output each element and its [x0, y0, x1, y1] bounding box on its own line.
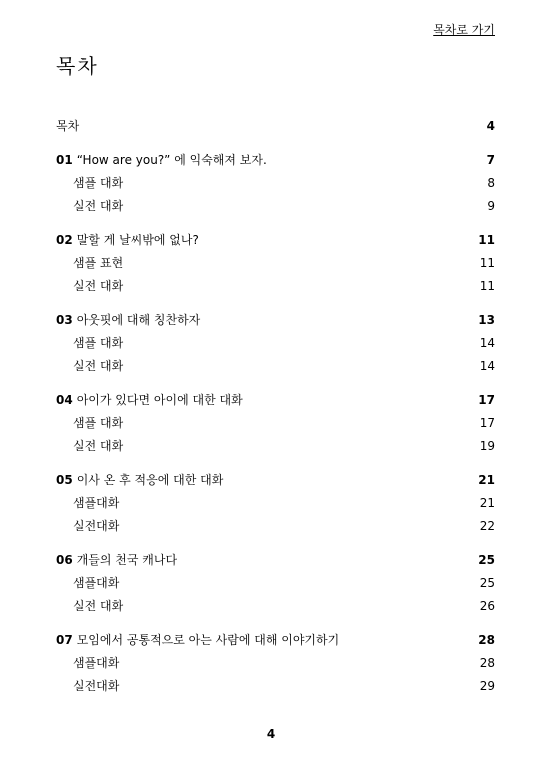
subentry-label: 샘플 표현: [73, 256, 124, 270]
chapter-number: 05: [56, 473, 73, 487]
subentry-page: 8: [487, 176, 495, 190]
table-of-contents: [56, 117, 495, 700]
chapter-page: 21: [478, 473, 495, 487]
subentry-label: 실전대화: [73, 679, 120, 693]
chapter-page: 17: [478, 393, 495, 407]
toc-subentry[interactable]: [56, 654, 495, 677]
subentry-label: 실전대화: [73, 519, 120, 533]
toc-spacer: [56, 220, 495, 231]
toc-chapter-05[interactable]: [56, 471, 495, 494]
chapter-label: [56, 311, 200, 329]
toc-spacer: [56, 540, 495, 551]
chapter-title: 개들의 천국 캐나다: [76, 553, 178, 567]
subentry-page: 22: [479, 519, 495, 533]
chapter-number: 07: [56, 633, 73, 647]
chapter-number: 02: [56, 233, 73, 247]
toc-chapter-04[interactable]: [56, 391, 495, 414]
toc-spacer: [56, 380, 495, 391]
subentry-page: 9: [487, 199, 495, 213]
toc-subentry[interactable]: [56, 414, 495, 437]
toc-chapter-07[interactable]: [56, 631, 495, 654]
subentry-page: 21: [479, 496, 495, 510]
toc-spacer: [56, 300, 495, 311]
subentry-label: 샘플대화: [73, 496, 120, 510]
subentry-label: 샘플 대화: [73, 336, 124, 350]
chapter-page: 28: [478, 633, 495, 647]
chapter-label: [56, 631, 339, 649]
chapter-number: 03: [56, 313, 73, 327]
chapter-page: 13: [478, 313, 495, 327]
subentry-label: 실전 대화: [73, 599, 124, 613]
toc-subentry[interactable]: [56, 437, 495, 460]
chapter-number: 06: [56, 553, 73, 567]
chapter-number: 04: [56, 393, 73, 407]
chapter-page: 7: [486, 153, 495, 167]
chapter-label: [56, 151, 267, 169]
subentry-label: 실전 대화: [73, 439, 124, 453]
subentry-page: 14: [479, 359, 495, 373]
toc-subentry[interactable]: [56, 254, 495, 277]
toc-subentry[interactable]: [56, 174, 495, 197]
subentry-page: 25: [479, 576, 495, 590]
chapter-page: 25: [478, 553, 495, 567]
chapter-number: 01: [56, 153, 73, 167]
chapter-title: 아이가 있다면 아이에 대한 대화: [76, 393, 243, 407]
toc-entry-page: 4: [486, 119, 495, 133]
chapter-title: “How are you?” 에 익숙해져 보자.: [76, 153, 267, 167]
toc-subentry[interactable]: [56, 334, 495, 357]
page-number: 4: [266, 727, 276, 741]
toc-entry-label: 목차: [56, 119, 80, 133]
subentry-label: 샘플대화: [73, 656, 120, 670]
subentry-page: 29: [479, 679, 495, 693]
subentry-label: 실전 대화: [73, 279, 124, 293]
subentry-label: 실전 대화: [73, 359, 124, 373]
toc-spacer: [56, 460, 495, 471]
toc-spacer: [56, 140, 495, 151]
subentry-page: 11: [479, 256, 495, 270]
toc-subentry[interactable]: [56, 494, 495, 517]
toc-entry-contents[interactable]: [56, 117, 495, 140]
toc-subentry[interactable]: [56, 357, 495, 380]
toc-subentry[interactable]: [56, 197, 495, 220]
chapter-title: 모임에서 공통적으로 아는 사람에 대해 이야기하기: [76, 633, 340, 647]
toc-subentry[interactable]: [56, 574, 495, 597]
toc-subentry[interactable]: [56, 517, 495, 540]
subentry-label: 샘플 대화: [73, 416, 124, 430]
subentry-page: 19: [479, 439, 495, 453]
toc-subentry[interactable]: [56, 677, 495, 700]
toc-chapter-02[interactable]: [56, 231, 495, 254]
toc-chapter-01[interactable]: [56, 151, 495, 174]
chapter-title: 말할 게 날씨밖에 없나?: [76, 233, 199, 247]
subentry-label: 샘플 대화: [73, 176, 124, 190]
chapter-title: 이사 온 후 적응에 대한 대화: [76, 473, 224, 487]
subentry-page: 28: [479, 656, 495, 670]
subentry-label: 실전 대화: [73, 199, 124, 213]
toc-chapter-06[interactable]: [56, 551, 495, 574]
toc-chapter-03[interactable]: [56, 311, 495, 334]
toc-subentry[interactable]: [56, 277, 495, 300]
chapter-label: [56, 471, 223, 489]
chapter-title: 아웃핏에 대해 칭찬하자: [76, 313, 201, 327]
chapter-label: [56, 391, 243, 409]
chapter-page: 11: [478, 233, 495, 247]
toc-spacer: [56, 620, 495, 631]
chapter-list: [56, 140, 495, 700]
toc-subentry[interactable]: [56, 597, 495, 620]
page-title: 목차: [56, 54, 99, 78]
goto-toc-link[interactable]: 목차로 가기: [433, 23, 495, 37]
chapter-label: [56, 551, 177, 569]
subentry-page: 26: [479, 599, 495, 613]
subentry-page: 14: [479, 336, 495, 350]
subentry-label: 샘플대화: [73, 576, 120, 590]
subentry-page: 11: [479, 279, 495, 293]
chapter-label: [56, 231, 199, 249]
subentry-page: 17: [479, 416, 495, 430]
